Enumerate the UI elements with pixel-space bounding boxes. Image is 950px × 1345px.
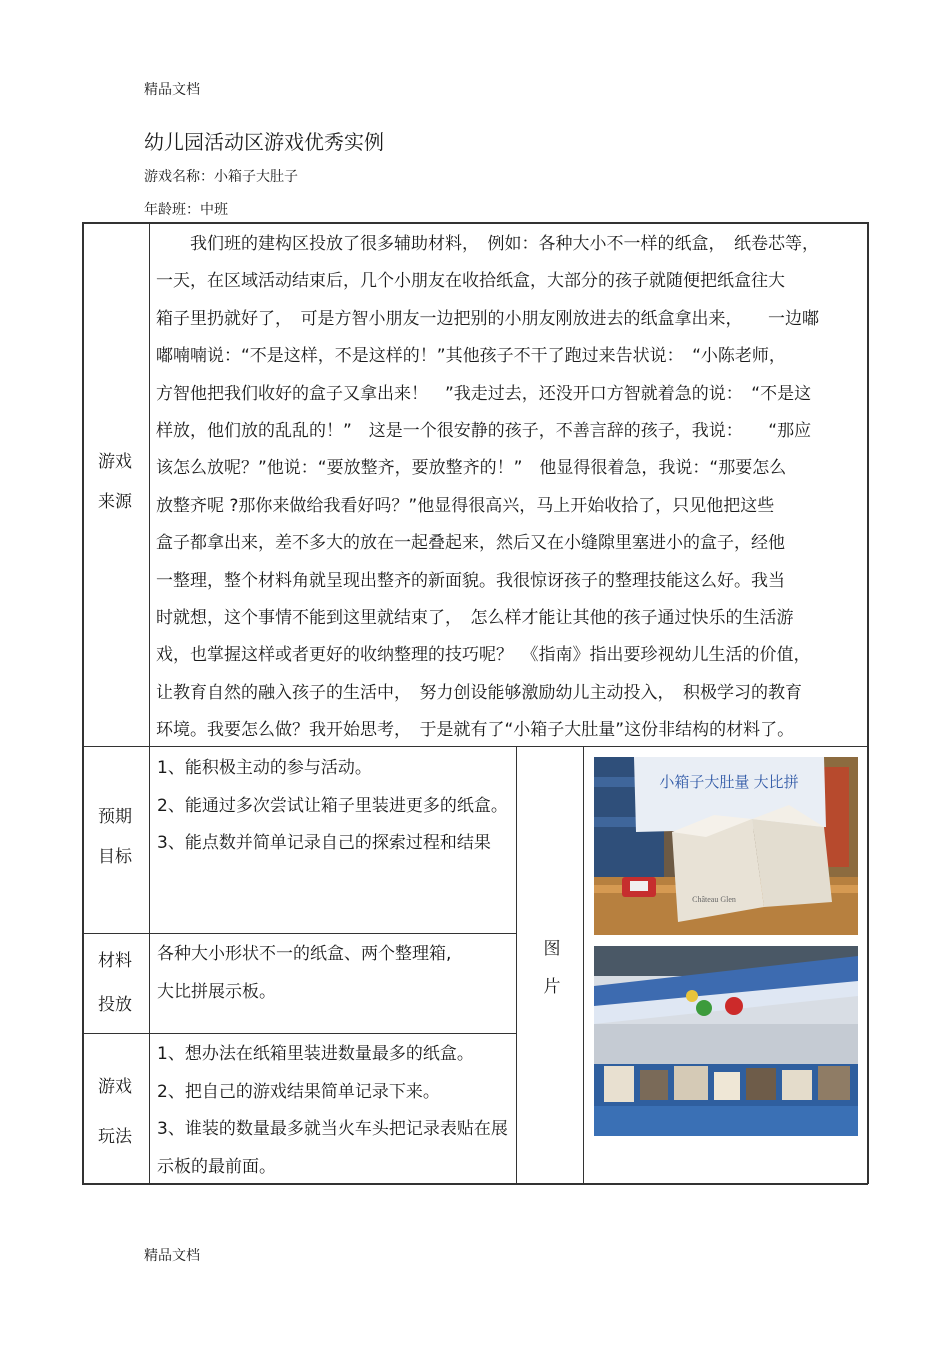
page-header: 精品文档 xyxy=(144,82,200,98)
source-line: 样放，他们放的乱乱的！” 这是一个很安静的孩子，不善言辞的孩子，我说： “那应 xyxy=(156,421,812,442)
source-line: 该怎么放呢？”他说：“要放整齐，要放整齐的！” 他显得很着急，我说：“那要怎么 xyxy=(156,458,787,479)
photo-train xyxy=(594,946,858,1136)
source-line: 一整理，整个材料角就呈现出整齐的新面貌。我很惊讶孩子的整理技能这么好。我当 xyxy=(156,570,785,591)
document-title: 幼儿园活动区游戏优秀实例 xyxy=(144,130,384,154)
photo-box-text: Château Glen xyxy=(692,895,736,904)
source-line: 方智他把我们收好的盒子又拿出来！ ”我走过去，还没开口方智就着急的说： “不是这 xyxy=(156,383,812,404)
source-line: 一天，在区域活动结束后，几个小朋友在收拾纸盒，大部分的孩子就随便把纸盒往大 xyxy=(156,271,785,292)
play-list xyxy=(157,1036,512,1186)
list-item: 3、谁装的数量最多就当火车头把记录表贴在展示板的最前面。 xyxy=(157,1119,508,1177)
source-text xyxy=(156,226,862,750)
source-line: 戏，也掌握这样或者更好的收纳整理的技巧呢？ 《指南》指出要珍视幼儿生活的价值， xyxy=(156,645,811,666)
source-line: 盒子都拿出来，差不多大的放在一起叠起来，然后又在小缝隙里塞进小的盒子，经他 xyxy=(156,533,785,554)
source-line: 箱子里扔就好了， 可是方智小朋友一边把别的小朋友刚放进去的纸盒拿出来， 一边嘟 xyxy=(156,308,819,329)
goals-list xyxy=(157,750,512,863)
goals-label: 预期 目标 xyxy=(98,807,132,867)
list-item: 1、能积极主动的参与活动。 xyxy=(157,758,372,778)
picture-label: 图 片 xyxy=(543,939,561,997)
list-item: 大比拼展示板。 xyxy=(157,981,276,1002)
materials-list xyxy=(157,936,512,1011)
source-line: 时就想，这个事情不能到这里就结束了， 怎么样才能让其他的孩子通过快乐的生活游 xyxy=(156,608,794,629)
photo-sign-text: 小箱子大肚量 大比拼 xyxy=(659,774,799,791)
list-item: 2、把自己的游戏结果简单记录下来。 xyxy=(157,1081,440,1102)
source-line: 嘟喃喃说：“不是这样，不是这样的！”其他孩子不干了跑过来告状说： “小陈老师， xyxy=(156,346,786,367)
list-item: 1、想办法在纸箱里装进数量最多的纸盒。 xyxy=(157,1044,474,1064)
list-item: 3、能点数并简单记录自己的探索过程和结果 xyxy=(157,833,491,853)
materials-label: 材料 投放 xyxy=(98,951,132,1015)
photo-boxes xyxy=(594,757,858,935)
game-name: 游戏名称：小箱子大肚子 xyxy=(144,169,298,185)
source-label: 游戏 来源 xyxy=(98,452,132,512)
list-item: 各种大小形状不一的纸盒、两个整理箱, xyxy=(157,944,452,964)
age-class: 年龄班：中班 xyxy=(144,202,228,218)
source-line: 环境。我要怎么做？我开始思考， 于是就有了“小箱子大肚量”这份非结构的材料了。 xyxy=(156,720,795,741)
source-line: 我们班的建构区投放了很多辅助材料， 例如：各种大小不一样的纸盒， 纸卷芯等， xyxy=(156,234,819,254)
source-line: 让教育自然的融入孩子的生活中， 努力创设能够激励幼儿主动投入， 积极学习的教育 xyxy=(156,682,802,703)
play-label: 游戏 玩法 xyxy=(98,1077,132,1147)
list-item: 2、能通过多次尝试让箱子里装进更多的纸盒。 xyxy=(157,795,508,816)
page-footer: 精品文档 xyxy=(144,1248,200,1264)
source-line: 放整齐呢 ?那你来做给我看好吗？”他显得很高兴，马上开始收拾了，只见他把这些 xyxy=(156,495,775,516)
